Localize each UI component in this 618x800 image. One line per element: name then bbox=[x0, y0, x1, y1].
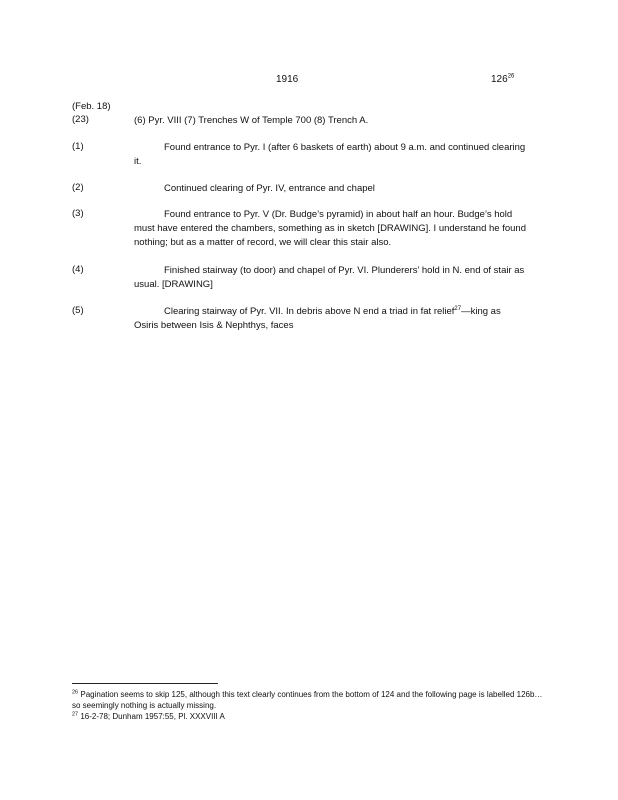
footnote-ref: 27 bbox=[454, 305, 462, 312]
page-footnote-ref: 26 bbox=[507, 73, 515, 80]
entry-label: (5) bbox=[72, 305, 84, 316]
date-line: (Feb. 18) bbox=[72, 101, 111, 112]
footnote-text: 16-2-78; Dunham 1957:55, Pl. XXXVIII A bbox=[80, 712, 225, 721]
entry-text bbox=[134, 305, 526, 333]
entry-text: Found entrance to Pyr. V (Dr. Budge’s pyramid) in about half an hour. Budge’s hold must have entered the chambers, something as in sketch [DRAWING]. I understand he found nothing; but as a matter of record, we will clear this stair also. bbox=[134, 209, 526, 248]
entry-label: (23) bbox=[72, 114, 89, 125]
footnote bbox=[72, 689, 550, 711]
entry-text: Found entrance to Pyr. I (after 6 baskets of earth) about 9 a.m. and continued clearing it. bbox=[134, 142, 526, 167]
footnote-number: 27 bbox=[72, 711, 79, 718]
entry-text: Finished stairway (to door) and chapel of Pyr. VI. Plunderers’ hold in N. end of stair as usual. [DRAWING] bbox=[134, 265, 525, 290]
entry-label: (2) bbox=[72, 182, 84, 193]
header-page-number bbox=[491, 74, 514, 85]
footnote bbox=[72, 711, 550, 722]
entry-label: (4) bbox=[72, 264, 84, 275]
footnote-number: 26 bbox=[72, 689, 79, 696]
entry-text: (6) Pyr. VIII (7) Trenches W of Temple 700 (8) Trench A. bbox=[134, 115, 369, 126]
entry-text: Continued clearing of Pyr. IV, entrance and chapel bbox=[164, 183, 375, 194]
entry-label: (1) bbox=[72, 141, 84, 152]
page-number: 126 bbox=[491, 74, 508, 85]
entry-label: (3) bbox=[72, 208, 84, 219]
header-year: 1916 bbox=[276, 74, 299, 85]
entry-text-part: Clearing stairway of Pyr. VII. In debris above N end a triad in fat relief bbox=[164, 306, 455, 317]
footnote-text: Pagination seems to skip 125, although this text clearly continues from the bottom of 124 and the following page is labelled 126b…so seemingly nothing is actually missing. bbox=[72, 690, 543, 710]
entry-text-part: —king as Osiris between Isis & Nephthys, faces bbox=[134, 306, 501, 331]
footnote-rule bbox=[72, 683, 218, 684]
